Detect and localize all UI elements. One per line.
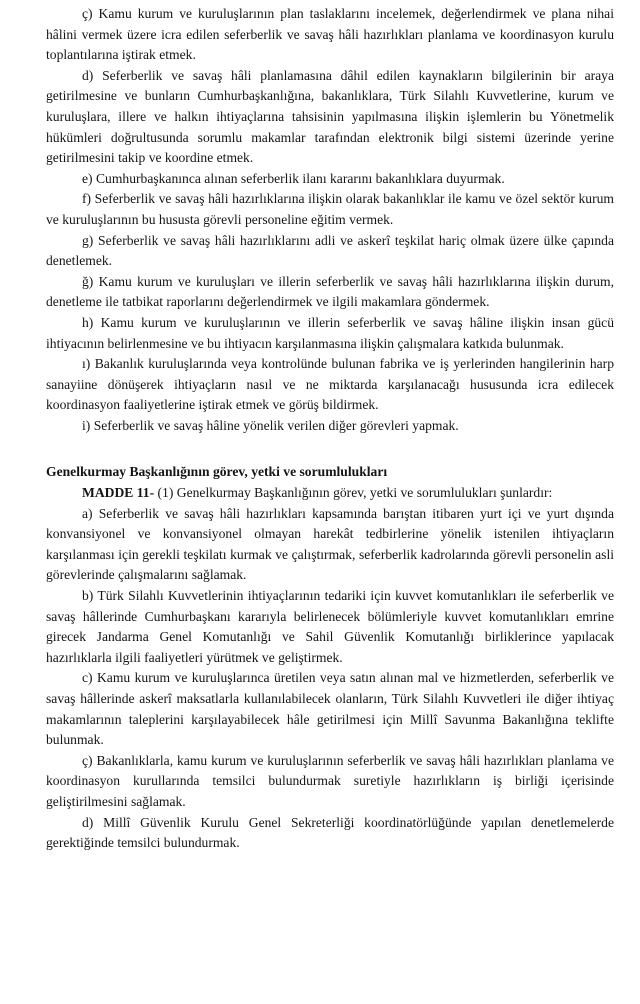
list-item-d: d) Seferberlik ve savaş hâli planlamasına dâhil edilen kaynakların bilgilerinin bir araya getirilmesine ve bunların Cumhurbaşkanlığına, bakanlıklara, Türk Silahlı Kuvvetlerine, kurum ve kuruluşlara, illere ve halkın ihtiyaçlarına tahsisinin yapılmasına ilişkin işlemlerin bu Yönetmelik hükümleri doğrultusunda sorumlu makamlar tarafından elektronik bilgi sistemi üzerinde yerine getirilmesini takip ve koordine etmek. bbox=[46, 67, 614, 166]
list-item-dotless-i: ı) Bakanlık kuruluşlarında veya kontrolünde bulunan fabrika ve iş yerlerinden hangilerinin harp sanayiine dönüşerek ihtiyaçların nasıl ve ne miktarda karşılanacağı hususunda icra edilecek koordinasyon faaliyetlerine iştirak etmek ve görüş bildirmek. bbox=[46, 356, 614, 413]
article-item-c-cedilla: ç) Bakanlıklarla, kamu kurum ve kuruluşlarının seferberlik ve savaş hâli hazırlıkları planlama ve koordinasyon kurullarında temsilci bulundurmak suretiyle hazırlıkların iş birliği içerisinde geliştirilmesini sağlamak. bbox=[46, 752, 614, 809]
article-intro bbox=[46, 483, 614, 504]
section-heading: Genelkurmay Başkanlığının görev, yetki ve sorumlulukları bbox=[46, 464, 388, 480]
article-item-d: d) Millî Güvenlik Kurulu Genel Sekreterliği koordinatörlüğünde yapılan denetlemelerde gerektiğinde temsilci bulundurmak. bbox=[46, 814, 614, 851]
list-item-c-cedilla: ç) Kamu kurum ve kuruluşlarının plan taslaklarını incelemek, değerlendirmek ve plana nihai hâlini vermek üzere icra edilen seferberlik ve savaş hâli hazırlıkları planlama ve koordinasyon kurulu toplantılarına iştirak etmek. bbox=[46, 6, 614, 63]
items-after-list bbox=[46, 504, 614, 854]
list-item-e: e) Cumhurbaşkanınca alınan seferberlik ilanı kararını bakanlıklara duyurmak. bbox=[82, 170, 505, 186]
article-item-c: c) Kamu kurum ve kuruluşlarınca üretilen veya satın alınan mal ve hizmetlerden, seferberlik ve savaş hâllerinde askerî maksatlarla kullanılabilecek olanların, Türk Silahlı Kuvvetleri ile diğer ihtiyaç makamlarının taleplerini karşılayabilecek hâle getirilmesi için Millî Savunma Bakanlığına teklifte bulunmak. bbox=[46, 670, 614, 748]
article-item-a: a) Seferberlik ve savaş hâli hazırlıkları kapsamında barıştan itibaren yurt içi ve yurt dışında konvansiyonel ve konvansiyonel olmayan harekât tedbirlerine yönelik istenilen ihtiyaçların karşılanması için gerekli teşkilatı kurmak ve çalıştırmak, seferberlik kadrolarında görevli personelin asli görevlerinde çalışmalarını sağlamak. bbox=[46, 505, 614, 583]
list-item-h: h) Kamu kurum ve kuruluşlarının ve illerin seferberlik ve savaş hâline ilişkin insan gücü ihtiyacının belirlenmesine ve bu ihtiyacın karşılanmasına ilişkin çalışmalara katkıda bulunmak. bbox=[46, 314, 614, 351]
list-item-g: g) Seferberlik ve savaş hâli hazırlıklarını adli ve askerî teşkilat hariç olmak üzere ülke çapında denetlemek. bbox=[46, 232, 614, 269]
list-item-i: i) Seferberlik ve savaş hâline yönelik verilen diğer görevleri yapmak. bbox=[82, 417, 459, 433]
article-intro-text: (1) Genelkurmay Başkanlığının görev, yetki ve sorumlulukları şunlardır: bbox=[154, 485, 553, 501]
article-item-b: b) Türk Silahlı Kuvvetlerinin ihtiyaçlarının tedariki için kuvvet komutanlıkları ile seferberlik ve savaş hâllerinde Cumhurbaşkanı kararıyla belirlenecek bölümleriyle kuvvet komutanlıkları emrine girecek Jandarma Genel Komutanlığı ve Sahil Güvenlik Komutanlığı birliklerince yapılacak hazırlıklarla ilgili faaliyetleri yürütmek ve geliştirmek. bbox=[46, 588, 614, 665]
list-item-g-breve: ğ) Kamu kurum ve kuruluşları ve illerin seferberlik ve savaş hâli hazırlıklarına ilişkin durum, denetleme ile tatbikat raporlarını değerlendirmek ve ilgili makamlara göndermek. bbox=[46, 273, 614, 310]
items-before-list bbox=[46, 4, 614, 436]
article-label: MADDE 11- bbox=[82, 485, 155, 501]
list-item-f: f) Seferberlik ve savaş hâli hazırlıklarına ilişkin olarak bakanlıklar ile kamu ve özel sektör kurum ve kuruluşlarının bu hususta görevli personeline eğitim vermek. bbox=[46, 191, 614, 227]
